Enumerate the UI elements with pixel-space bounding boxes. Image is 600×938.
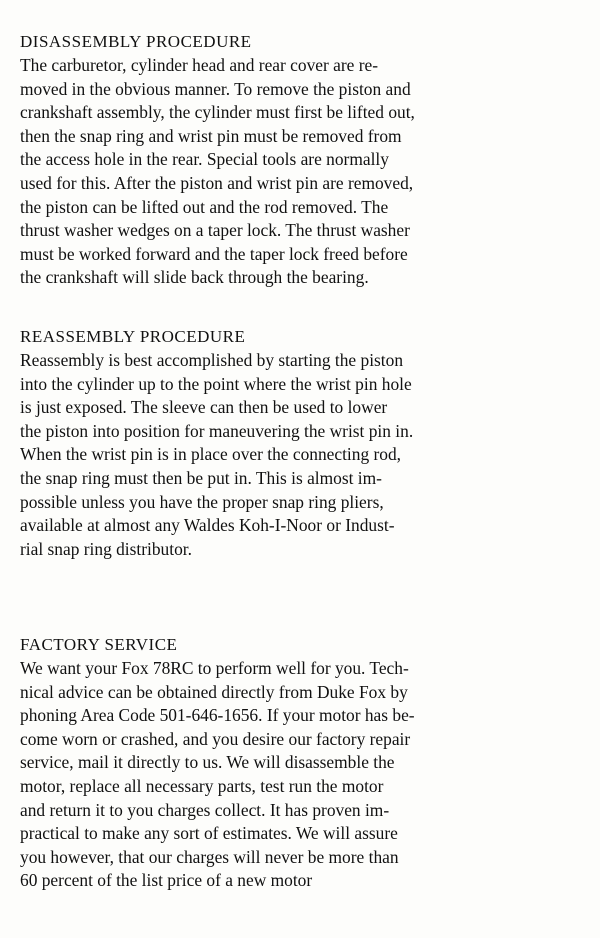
text-line: possible unless you have the proper snap ring pliers, [20, 491, 384, 512]
text-line: When the wrist pin is in place over the connecting rod, [20, 444, 402, 465]
reassembly-section [20, 325, 592, 561]
factory-service-section [20, 633, 592, 893]
reassembly-heading: REASSEMBLY PROCEDURE [20, 327, 246, 346]
text-line: you however, that our charges will never be more than [20, 846, 399, 867]
text-line: the access hole in the rear. Special tools are normally [20, 149, 389, 170]
text-line: used for this. After the piston and wrist pin are removed, [20, 172, 414, 193]
text-line: the piston into position for maneuvering the wrist pin in. [20, 420, 414, 441]
text-line: Reassembly is best accomplished by starting the piston [20, 350, 404, 370]
text-line: The carburetor, cylinder head and rear cover are re- [20, 55, 379, 75]
text-line: service, mail it directly to us. We will disassemble the [20, 752, 395, 773]
text-line: 60 percent of the list price of a new motor [20, 870, 313, 891]
reassembly-body [20, 349, 592, 561]
text-line: moved in the obvious manner. To remove the piston and [20, 78, 411, 99]
text-line: thrust washer wedges on a taper lock. The thrust washer [20, 220, 410, 241]
disassembly-heading: DISASSEMBLY PROCEDURE [20, 32, 252, 51]
factory-service-body [20, 657, 592, 893]
text-line: then the snap ring and wrist pin must be removed from [20, 125, 402, 146]
text-line: We want your Fox 78RC to perform well for you. Tech- [20, 658, 409, 678]
text-line: rial snap ring distributor. [20, 538, 192, 559]
text-line: come worn or crashed, and you desire our factory repair [20, 728, 411, 749]
text-line: motor, replace all necessary parts, test run the motor [20, 775, 384, 796]
text-line: must be worked forward and the taper lock freed before [20, 243, 408, 264]
text-line: the snap ring must then be put in. This is almost im- [20, 467, 382, 488]
text-line: available at almost any Waldes Koh-I-Noor or Indust- [20, 515, 395, 536]
factory-service-heading: FACTORY SERVICE [20, 635, 178, 654]
text-line: the crankshaft will slide back through the bearing. [20, 267, 369, 288]
text-line: and return it to you charges collect. It has proven im- [20, 799, 390, 820]
text-line: into the cylinder up to the point where the wrist pin hole [20, 373, 412, 394]
text-line: is just exposed. The sleeve can then be used to lower [20, 397, 388, 418]
disassembly-body [20, 54, 592, 290]
text-line: the piston can be lifted out and the rod removed. The [20, 196, 389, 217]
text-line: nical advice can be obtained directly from Duke Fox by [20, 681, 408, 702]
disassembly-section [20, 30, 592, 290]
text-line: phoning Area Code 501-646-1656. If your motor has be- [20, 705, 415, 726]
text-line: practical to make any sort of estimates. We will assure [20, 823, 398, 844]
text-line: crankshaft assembly, the cylinder must first be lifted out, [20, 102, 415, 123]
